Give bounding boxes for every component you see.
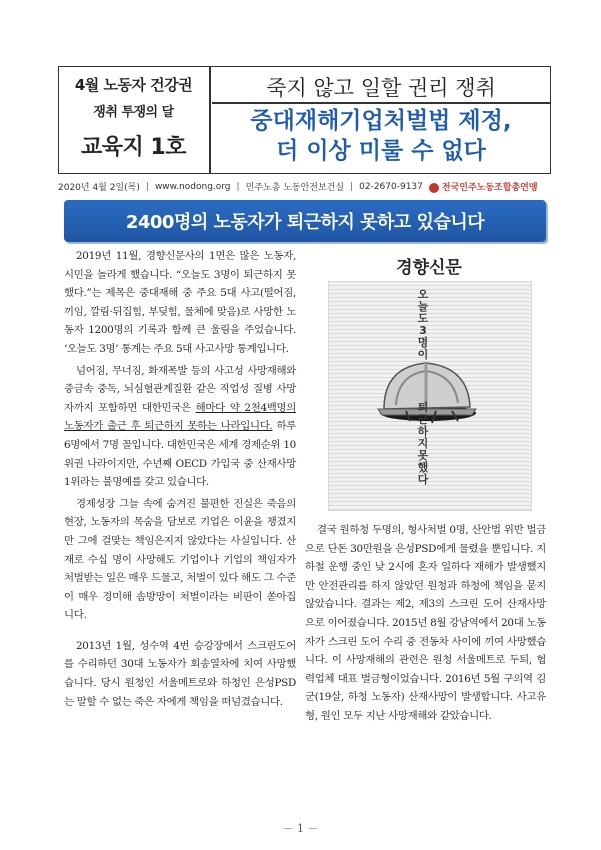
info-separator: |	[350, 181, 354, 192]
issue-label	[60, 74, 207, 161]
newspaper-headline-bottom: 퇴근하지 못했다	[417, 401, 429, 486]
banner-title: 2400명의 노동자가 퇴근하지 못하고 있습니다	[125, 212, 485, 233]
page-title-line-2: 더 이상 미룰 수 없다	[276, 138, 486, 164]
left-column	[64, 247, 296, 711]
paragraph-5: 결국 원하청 두명의, 형사처벌 0명, 산안법 위반 벌금으로 단돈 30만원을 은성PSD에게 물렸을 뿐입니다. 지하철 운행 중인 낮 2시에 혼자 일하다 재해가 발생했지만 안전관리를 하지 않았던 원청과 하청에 책임을 묻지 않았습니다. 결과는 제2, 제3의 스크린 도어 산재사망으로 이어졌습니다. 2015년 8월 강남역에서 20대 노동자가 스크린 도어 수리 중 전동차 사이에 끼여 사망했습니다. 이 사망재해의 관련은 원청 서울메트로 두퇴, 협력업체 대표 벌금형이었습니다. 2016년 5월 구의역 김군(19살, 하청 노동자) 산재사망이 발생합니다. 사고유형, 원인 모두 지난 사망재해와 같았습니다.	[305, 524, 546, 722]
section-banner	[64, 200, 546, 242]
paragraph-3: 경제성장 그늘 속에 숨겨진 불편한 진실은 죽음의 현장, 노동자의 목숨을 담보로 기업은 이윤을 챙겼지만 그에 걸맞는 책임은지지 않았다는 사실입니다. 산재로 수십 명이 사망해도 기업이나 기업의 책임자가 처벌받는 일은 매우 드물고, 처벌이 있다 해도 그 수준이 매우 경미해 솜방망이 처벌이라는 비판이 쏟아집니다.	[64, 497, 296, 622]
issue-line-1: 4월 노동자 건강권	[74, 76, 193, 94]
issue-line-2: 쟁취 투쟁의 달	[93, 105, 174, 120]
paragraph-4: 2013년 1월, 성수역 4번 승강장에서 스크린도어를 수리하던 30대 노동자가 회송열차에 치여 사망했습니다. 당시 원청인 서울메트로와 하청인 은성PSD는 말할 수 없는 죽은 자에게 책임을 떠넘겼습니다.	[64, 639, 296, 708]
header-divider	[209, 66, 211, 174]
paragraph-2-end: 하루 6명에서 7명 꼴입니다. 대한민국은 세계 경제순위 10위권 나라이지만, 수년째 OECD 가입국 중 산재사망 1위라는 불명예를 갖고 있습니다.	[64, 420, 296, 489]
page-number: － 1 －	[282, 822, 319, 835]
kctu-logo-icon	[429, 183, 439, 193]
publication-date: 2020년 4월 2일(목)	[58, 183, 140, 193]
issue-number: 교육지 1호	[81, 135, 186, 160]
info-separator: |	[145, 181, 149, 192]
newspaper-masthead: 경향신문	[396, 258, 462, 278]
paragraph-1: 2019년 11월, 경향신문사의 1면은 많은 노동자, 시민을 놀라게 했습니다. “오늘도 3명이 퇴근하지 못했다.”는 제목은 중대재해 중 주요 5대 사고(떨어짐, 끼임, 깔림·뒤집힘, 부딪힘, 물체에 맞음)로 사망한 노동자 1200명의 기록과 함께 큰 울림을 주었습니다. ‘오늘도 3명’ 통계는 주요 5대 사고사망 통계입니다.	[64, 250, 296, 355]
publication-info	[58, 180, 551, 193]
org-logo	[429, 180, 538, 193]
phone-number: 02-2670-9137	[359, 181, 423, 192]
info-separator: |	[236, 181, 240, 192]
department-name: 민주노총 노동안전보건실	[245, 183, 345, 193]
header-separator	[212, 102, 550, 104]
paragraph-2	[64, 362, 296, 492]
org-name: 전국민주노동조합총연맹	[441, 183, 538, 193]
newspaper-headline-top: 오늘도 3명이	[417, 288, 429, 361]
header-subtitle: 죽지 않고 일할 권리 쟁취	[266, 76, 496, 100]
page-title	[212, 106, 550, 166]
paragraph-2-start: 넘어짐, 무너짐, 화재폭발 등의 사고성 사망재해와 중금속 중독, 뇌심혈관계질환 같은 직업성 질병 사망자까지 포함하면 대한민국은	[64, 364, 296, 414]
right-column	[305, 521, 546, 726]
website-link[interactable]: www.nodong.org	[154, 181, 231, 192]
newspaper-image	[320, 247, 538, 515]
page-title-line-1: 중대재해기업처벌법 제정,	[250, 108, 512, 134]
paragraph-2-underlined: 해마다 약 2천4백명의 노동자가 출근 후 퇴근하지 못하는 나라입니다.	[64, 401, 296, 433]
